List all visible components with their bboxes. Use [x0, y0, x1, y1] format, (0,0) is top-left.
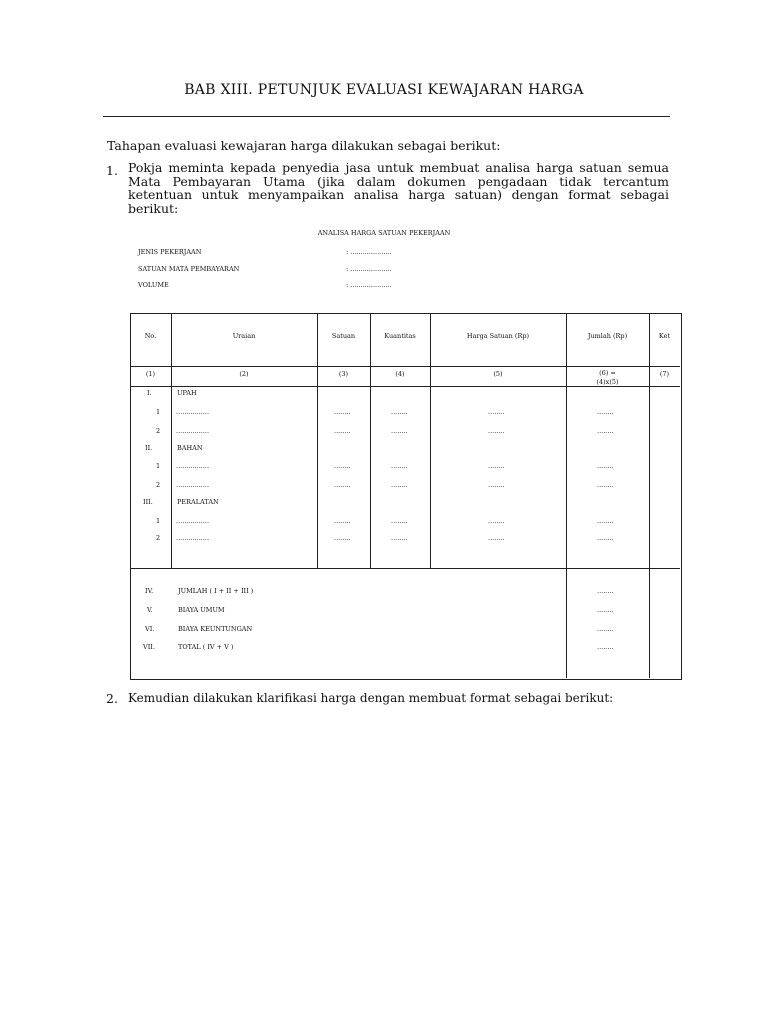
- row-satuan-placeholder: ........: [334, 481, 351, 489]
- table-summary-rule: [130, 568, 680, 569]
- group-number: II.: [145, 444, 153, 452]
- title-divider: [103, 116, 670, 117]
- row-description-placeholder: ................: [176, 534, 210, 542]
- table-col-divider: [317, 313, 318, 568]
- summary-label-biaya-umum: BIAYA UMUM: [178, 606, 225, 614]
- row-description-placeholder: ................: [176, 481, 210, 489]
- row-number: 2: [156, 427, 161, 435]
- page-title: BAB XIII. PETUNJUK EVALUASI KEWAJARAN HARGA: [184, 82, 584, 98]
- col-header-satuan: Satuan: [331, 332, 356, 340]
- row-number: 1: [156, 517, 161, 525]
- summary-number: VII.: [143, 643, 155, 651]
- row-number: 2: [156, 534, 161, 542]
- summary-label-biaya-keuntungan: BIAYA KEUNTUNGAN: [178, 625, 253, 633]
- field-value-jenis-pekerjaan: : ....................: [346, 248, 392, 256]
- col-number-7: (7): [659, 370, 670, 378]
- row-number: 2: [156, 481, 161, 489]
- table-col-divider: [370, 313, 371, 568]
- row-description-placeholder: ................: [176, 408, 210, 416]
- row-jumlah-placeholder: ........: [597, 534, 614, 542]
- row-kuantitas-placeholder: ........: [391, 534, 408, 542]
- col-number-2: (2): [239, 370, 249, 378]
- item-1-number: 1.: [106, 163, 118, 178]
- group-number: III.: [143, 498, 153, 506]
- row-kuantitas-placeholder: ........: [391, 427, 408, 435]
- row-jumlah-placeholder: ........: [597, 408, 614, 416]
- col-number-6: (6) =: [599, 369, 616, 377]
- item-2-number: 2.: [106, 691, 118, 706]
- row-harga-placeholder: ........: [488, 427, 505, 435]
- row-description-placeholder: ................: [176, 427, 210, 435]
- row-harga-placeholder: ........: [488, 408, 505, 416]
- table-col-divider: [430, 313, 431, 568]
- col-header-harga-satuan: Harga Satuan (Rp): [466, 332, 530, 340]
- field-value-satuan-mata-pembayaran: : ....................: [346, 265, 392, 273]
- row-satuan-placeholder: ........: [334, 408, 351, 416]
- row-kuantitas-placeholder: ........: [391, 481, 408, 489]
- table-col-divider: [649, 313, 650, 678]
- field-label-jenis-pekerjaan: JENIS PEKERJAAN: [138, 248, 202, 256]
- intro-text: Tahapan evaluasi kewajaran harga dilakukan sebagai berikut:: [107, 138, 501, 153]
- table-header-rule: [130, 366, 680, 367]
- table-number-rule: [130, 386, 680, 387]
- col-number-6-formula: (4)x(5): [596, 378, 619, 386]
- item-1-text: Pokja meminta kepada penyedia jasa untuk membuat analisa harga satuan semua Mata Pembayaran Utama (jika dalam dokumen pengadaan tidak tercantum ketentuan untuk menyampaikan analisa harga satuan) dengan format sebagai berikut:: [128, 160, 669, 216]
- summary-value-biaya-keuntungan: ........: [597, 625, 614, 633]
- table-col-divider: [566, 313, 567, 678]
- col-header-ket: Ket: [658, 332, 671, 340]
- group-number: I.: [147, 389, 152, 397]
- row-number: 1: [156, 408, 161, 416]
- row-satuan-placeholder: ........: [334, 517, 351, 525]
- col-header-no: No.: [144, 332, 157, 340]
- row-satuan-placeholder: ........: [334, 462, 351, 470]
- col-number-1: (1): [145, 370, 156, 378]
- col-header-uraian: Uraian: [232, 332, 256, 340]
- row-jumlah-placeholder: ........: [597, 517, 614, 525]
- row-jumlah-placeholder: ........: [597, 427, 614, 435]
- row-kuantitas-placeholder: ........: [391, 517, 408, 525]
- col-number-4: (4): [395, 370, 405, 378]
- col-header-kuantitas: Kuantitas: [384, 332, 416, 340]
- group-label: BAHAN: [177, 444, 203, 452]
- field-value-volume: : ....................: [346, 281, 392, 289]
- row-satuan-placeholder: ........: [334, 427, 351, 435]
- col-number-3: (3): [338, 370, 349, 378]
- row-jumlah-placeholder: ........: [597, 481, 614, 489]
- summary-label-jumlah: JUMLAH ( I + II + III ): [178, 587, 254, 595]
- col-header-jumlah: Jumlah (Rp): [587, 332, 628, 340]
- field-label-volume: VOLUME: [138, 281, 169, 289]
- row-harga-placeholder: ........: [488, 462, 505, 470]
- col-number-5: (5): [493, 370, 503, 378]
- group-label: UPAH: [177, 389, 197, 397]
- row-harga-placeholder: ........: [488, 534, 505, 542]
- summary-value-jumlah: ........: [597, 587, 614, 595]
- summary-label-total: TOTAL ( IV + V ): [178, 643, 234, 651]
- row-number: 1: [156, 462, 161, 470]
- item-2-text: Kemudian dilakukan klarifikasi harga dengan membuat format sebagai berikut:: [128, 691, 614, 705]
- group-label: PERALATAN: [177, 498, 219, 506]
- summary-value-biaya-umum: ........: [597, 606, 614, 614]
- summary-value-total: ........: [597, 643, 614, 651]
- table-col-divider: [171, 313, 172, 568]
- summary-number: IV.: [145, 587, 154, 595]
- field-label-satuan-mata-pembayaran: SATUAN MATA PEMBAYARAN: [138, 265, 240, 273]
- row-jumlah-placeholder: ........: [597, 462, 614, 470]
- row-description-placeholder: ................: [176, 517, 210, 525]
- row-kuantitas-placeholder: ........: [391, 408, 408, 416]
- row-harga-placeholder: ........: [488, 481, 505, 489]
- summary-number: VI.: [145, 625, 155, 633]
- row-harga-placeholder: ........: [488, 517, 505, 525]
- form-title: ANALISA HARGA SATUAN PEKERJAAN: [317, 229, 451, 237]
- row-satuan-placeholder: ........: [334, 534, 351, 542]
- row-description-placeholder: ................: [176, 462, 210, 470]
- summary-number: V.: [147, 606, 153, 614]
- row-kuantitas-placeholder: ........: [391, 462, 408, 470]
